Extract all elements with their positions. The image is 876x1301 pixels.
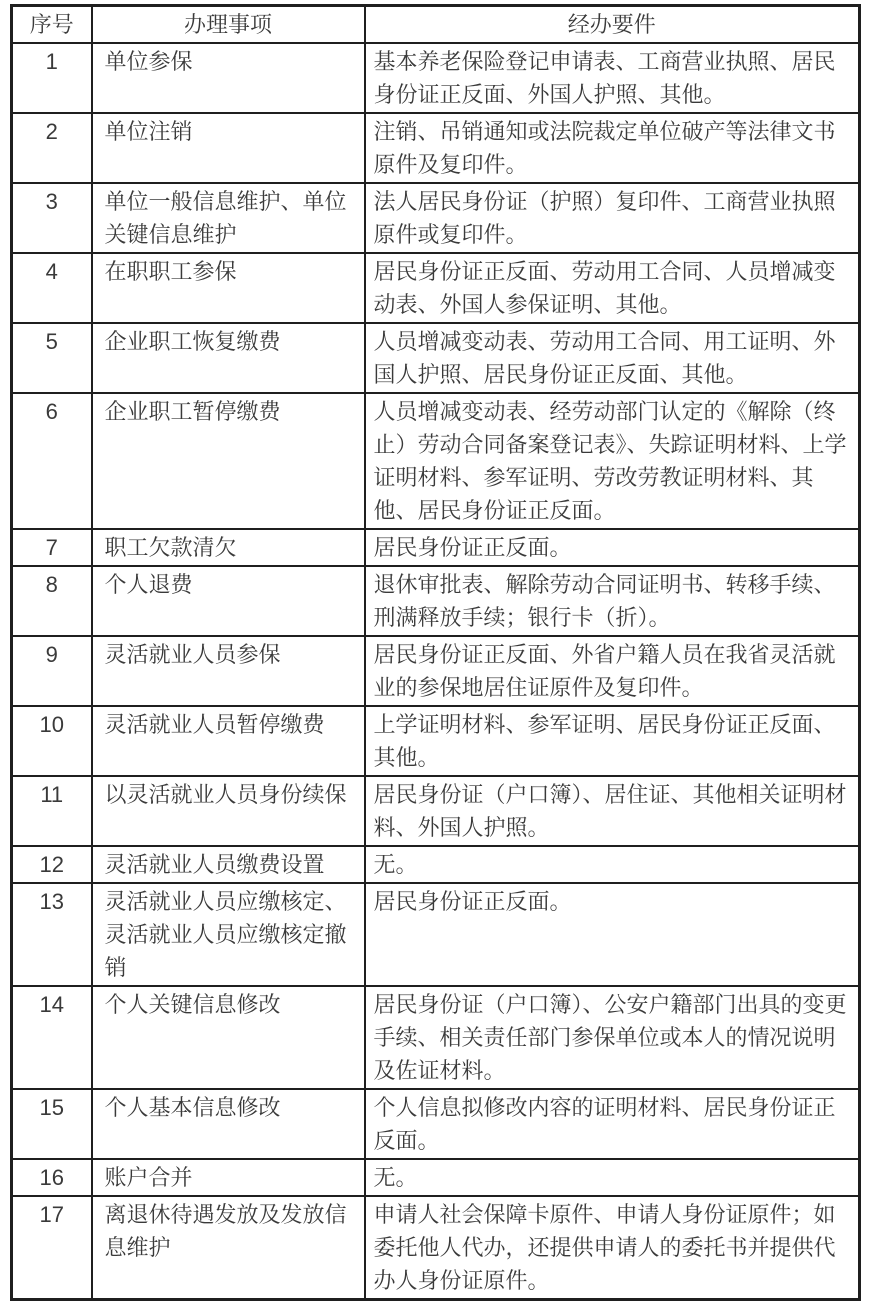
cell-handling-item: 账户合并 [92,1159,365,1196]
cell-serial-number: 3 [12,183,92,253]
table-row [12,1159,860,1196]
cell-handling-item: 职工欠款清欠 [92,529,365,566]
cell-serial-number: 11 [12,776,92,846]
cell-required-documents: 居民身份证正反面。 [365,883,860,986]
cell-handling-item: 个人关键信息修改 [92,986,365,1089]
cell-required-documents: 居民身份证正反面。 [365,529,860,566]
table-row [12,883,860,986]
table-row [12,43,860,113]
cell-serial-number: 12 [12,846,92,883]
cell-handling-item: 灵活就业人员参保 [92,636,365,706]
cell-required-documents: 退休审批表、解除劳动合同证明书、转移手续、刑满释放手续；银行卡（折）。 [365,566,860,636]
cell-serial-number: 13 [12,883,92,986]
service-requirements-table [10,4,861,1301]
cell-required-documents: 居民身份证（户口簿）、居住证、其他相关证明材料、外国人护照。 [365,776,860,846]
cell-serial-number: 7 [12,529,92,566]
cell-handling-item: 灵活就业人员缴费设置 [92,846,365,883]
cell-required-documents: 基本养老保险登记申请表、工商营业执照、居民身份证正反面、外国人护照、其他。 [365,43,860,113]
cell-serial-number: 16 [12,1159,92,1196]
table-row [12,566,860,636]
cell-handling-item: 灵活就业人员应缴核定、灵活就业人员应缴核定撤销 [92,883,365,986]
cell-required-documents: 申请人社会保障卡原件、申请人身份证原件；如委托他人代办，还提供申请人的委托书并提供代办人身份证原件。 [365,1196,860,1300]
cell-handling-item: 企业职工恢复缴费 [92,323,365,393]
cell-serial-number: 1 [12,43,92,113]
cell-required-documents: 无。 [365,1159,860,1196]
table-row [12,776,860,846]
cell-required-documents: 无。 [365,846,860,883]
table-row [12,323,860,393]
cell-serial-number: 15 [12,1089,92,1159]
cell-required-documents: 上学证明材料、参军证明、居民身份证正反面、其他。 [365,706,860,776]
cell-serial-number: 10 [12,706,92,776]
cell-required-documents: 个人信息拟修改内容的证明材料、居民身份证正反面。 [365,1089,860,1159]
header-row [12,6,860,44]
cell-handling-item: 单位参保 [92,43,365,113]
cell-required-documents: 居民身份证（户口簿）、公安户籍部门出具的变更手续、相关责任部门参保单位或本人的情况说明及佐证材料。 [365,986,860,1089]
header-required-documents: 经办要件 [365,6,860,44]
table-row [12,393,860,529]
cell-handling-item: 个人退费 [92,566,365,636]
cell-serial-number: 14 [12,986,92,1089]
cell-serial-number: 6 [12,393,92,529]
cell-serial-number: 9 [12,636,92,706]
table-row [12,986,860,1089]
cell-handling-item: 单位注销 [92,113,365,183]
cell-required-documents: 法人居民身份证（护照）复印件、工商营业执照原件或复印件。 [365,183,860,253]
header-handling-item: 办理事项 [92,6,365,44]
cell-serial-number: 4 [12,253,92,323]
cell-serial-number: 17 [12,1196,92,1300]
cell-handling-item: 灵活就业人员暂停缴费 [92,706,365,776]
cell-serial-number: 5 [12,323,92,393]
table-row [12,636,860,706]
table-row [12,1196,860,1300]
cell-required-documents: 人员增减变动表、劳动用工合同、用工证明、外国人护照、居民身份证正反面、其他。 [365,323,860,393]
cell-required-documents: 注销、吊销通知或法院裁定单位破产等法律文书原件及复印件。 [365,113,860,183]
cell-handling-item: 个人基本信息修改 [92,1089,365,1159]
cell-required-documents: 居民身份证正反面、劳动用工合同、人员增减变动表、外国人参保证明、其他。 [365,253,860,323]
cell-serial-number: 8 [12,566,92,636]
cell-handling-item: 以灵活就业人员身份续保 [92,776,365,846]
cell-handling-item: 离退休待遇发放及发放信息维护 [92,1196,365,1300]
cell-serial-number: 2 [12,113,92,183]
cell-handling-item: 在职职工参保 [92,253,365,323]
cell-required-documents: 人员增减变动表、经劳动部门认定的《解除（终止）劳动合同备案登记表》、失踪证明材料、上学证明材料、参军证明、劳改劳教证明材料、其他、居民身份证正反面。 [365,393,860,529]
cell-required-documents: 居民身份证正反面、外省户籍人员在我省灵活就业的参保地居住证原件及复印件。 [365,636,860,706]
cell-handling-item: 单位一般信息维护、单位关键信息维护 [92,183,365,253]
table-row [12,706,860,776]
header-serial-number: 序号 [12,6,92,44]
table-row [12,183,860,253]
table-row [12,846,860,883]
table-row [12,113,860,183]
table-row [12,529,860,566]
table-row [12,1089,860,1159]
table-row [12,253,860,323]
cell-handling-item: 企业职工暂停缴费 [92,393,365,529]
